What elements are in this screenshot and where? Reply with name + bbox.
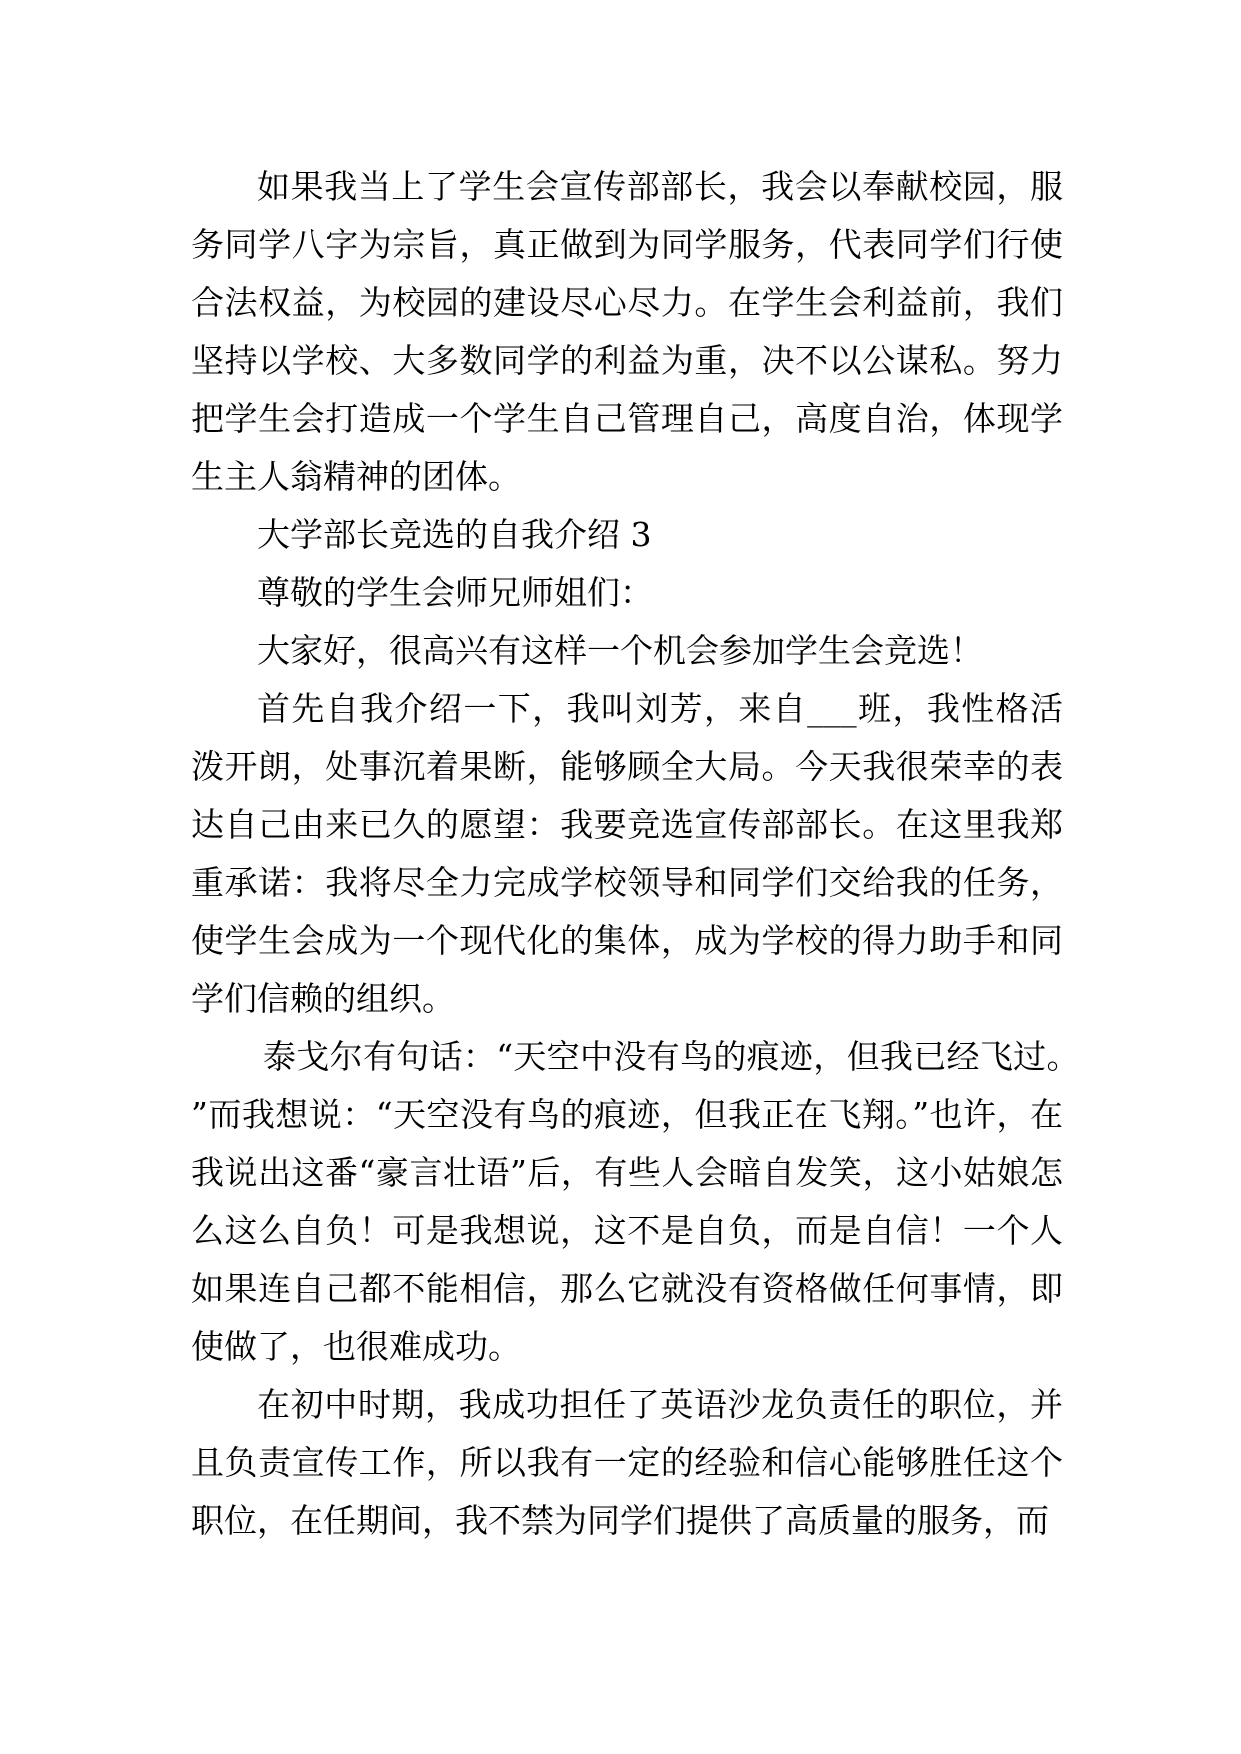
greeting: 大家好，很高兴有这样一个机会参加学生会竞选！ bbox=[257, 631, 983, 670]
salutation: 尊敬的学生会师兄师姐们： bbox=[257, 573, 653, 612]
document-body bbox=[191, 158, 1063, 1550]
paragraph-commitment: 如果我当上了学生会宣传部部长，我会以奉献校园，服务同学八字为宗旨，真正做到为同学服务，代表同学们行使合法权益，为校园的建设尽心尽力。在学生会利益前，我们坚持以学校、大多数同学的利益为重，决不以公谋私。努力把学生会打造成一个学生自己管理自己，高度自治，体现学生主人翁精神的团体。 bbox=[191, 167, 1063, 496]
section-heading: 大学部长竞选的自我介绍 3 bbox=[257, 515, 652, 554]
paragraph-tagore-quote: 泰戈尔有句话：“天空中没有鸟的痕迹，但我已经飞过。”而我想说：“天空没有鸟的痕迹，但我正在飞翔。”也许，在我说出这番“豪言壮语”后，有些人会暗自发笑，这小姑娘怎么这么自负！可是我想说，这不是自负，而是自信！一个人如果连自己都不能相信，那么它就没有资格做任何事情，即使做了，也很难成功。 bbox=[191, 1037, 1063, 1366]
paragraph-experience: 在初中时期，我成功担任了英语沙龙负责任的职位，并且负责宣传工作，所以我有一定的经验和信心能够胜任这个职位，在任期间，我不禁为同学们提供了高质量的服务，而 bbox=[191, 1385, 1063, 1540]
paragraph-self-introduction: 首先自我介绍一下，我叫刘芳，来自___班，我性格活泼开朗，处事沉着果断，能够顾全大局。今天我很荣幸的表达自己由来已久的愿望：我要竞选宣传部部长。在这里我郑重承诺：我将尽全力完成学校领导和同学们交给我的任务，使学生会成为一个现代化的集体，成为学校的得力助手和同学们信赖的组织。 bbox=[191, 689, 1063, 1018]
